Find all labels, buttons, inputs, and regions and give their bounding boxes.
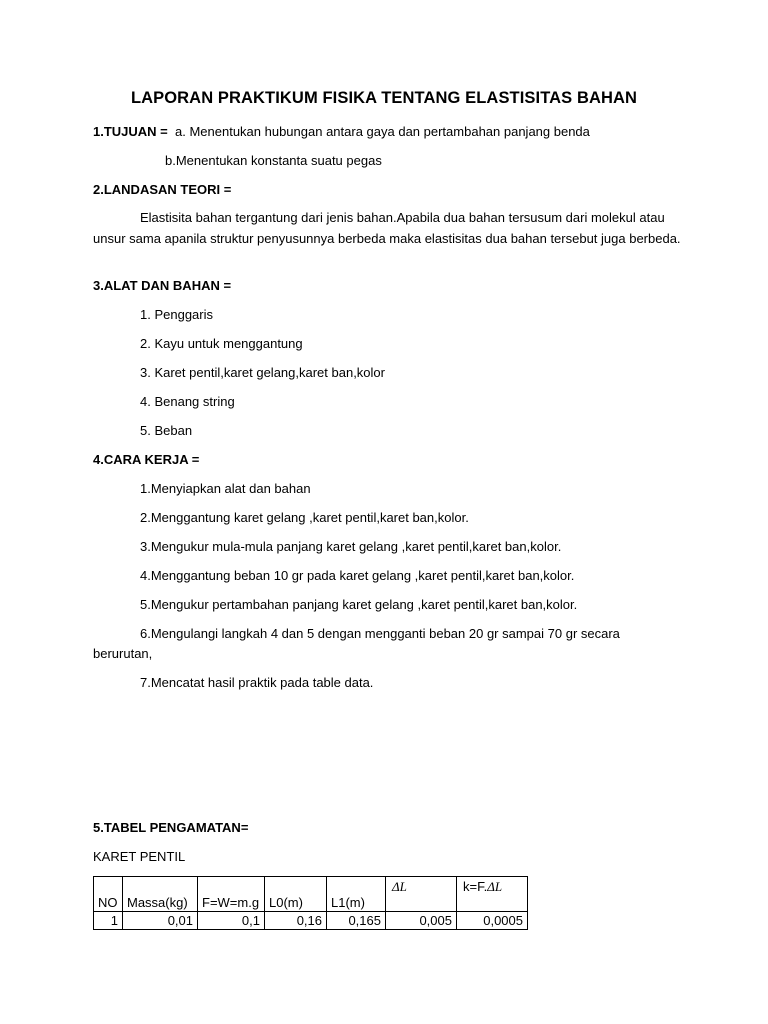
tujuan-a: a. Menentukan hubungan antara gaya dan pertambahan panjang benda — [175, 124, 590, 139]
table-cell: 0,005 — [386, 912, 457, 930]
alat-item: 4. Benang string — [140, 394, 235, 409]
alat-item: 2. Kayu untuk menggantung — [140, 336, 303, 351]
alat-label: 3.ALAT DAN BAHAN = — [93, 278, 232, 293]
header-cell-k — [457, 877, 528, 912]
header-cell-delta-l — [386, 877, 457, 912]
alat-item: 1. Penggaris — [140, 307, 213, 322]
header-cell: NO — [94, 877, 123, 912]
cara-step: 4.Menggantung beban 10 gr pada karet gelang ,karet pentil,karet ban,kolor. — [140, 568, 575, 583]
table-cell: 1 — [94, 912, 123, 930]
alat-item: 3. Karet pentil,karet gelang,karet ban,kolor — [140, 365, 385, 380]
tabel-subtitle: KARET PENTIL — [93, 849, 186, 864]
tujuan-b: b.Menentukan konstanta suatu pegas — [165, 153, 382, 168]
tujuan-label: 1.TUJUAN = — [93, 124, 168, 139]
cara-step: 5.Mengukur pertambahan panjang karet gelang ,karet pentil,karet ban,kolor. — [140, 597, 578, 612]
cara-step: 2.Menggantung karet gelang ,karet pentil,karet ban,kolor. — [140, 510, 469, 525]
alat-item: 5. Beban — [140, 423, 193, 438]
header-cell: Massa(kg) — [123, 877, 198, 912]
cara-step-continuation: berurutan, — [93, 646, 153, 661]
landasan-label: 2.LANDASAN TEORI = — [93, 182, 232, 197]
cara-step: 7.Mencatat hasil praktik pada table data. — [140, 675, 374, 690]
header-cell: F=W=m.g — [198, 877, 265, 912]
table-cell: 0,16 — [265, 912, 327, 930]
delta-l-symbol: ΔL — [392, 879, 407, 894]
header-cell: L0(m) — [265, 877, 327, 912]
landasan-text: Elastisita bahan tergantung dari jenis bahan.Apabila dua bahan tersusum dari molekul atau unsur sama apanila struktur penyusunnya berbeda maka elastisitas dua bahan tersebut juga berbeda. — [93, 210, 681, 246]
k-formula-prefix: k=F. — [463, 879, 488, 894]
table-header-row — [94, 877, 528, 912]
header-cell: L1(m) — [327, 877, 386, 912]
tabel-label: 5.TABEL PENGAMATAN= — [93, 820, 249, 835]
cara-step: 3.Mengukur mula-mula panjang karet gelang ,karet pentil,karet ban,kolor. — [140, 539, 562, 554]
table-cell: 0,1 — [198, 912, 265, 930]
table-cell: 0,0005 — [457, 912, 528, 930]
cara-label: 4.CARA KERJA = — [93, 452, 200, 467]
page-title: LAPORAN PRAKTIKUM FISIKA TENTANG ELASTISITAS BAHAN — [130, 89, 638, 107]
observation-table — [93, 876, 528, 930]
landasan-paragraph — [93, 208, 683, 249]
k-formula-delta-l: ΔL — [487, 879, 503, 894]
cara-step: 6.Mengulangi langkah 4 dan 5 dengan mengganti beban 20 gr sampai 70 gr secara — [140, 626, 620, 641]
cara-step: 1.Menyiapkan alat dan bahan — [140, 481, 311, 496]
table-cell: 0,165 — [327, 912, 386, 930]
table-row — [94, 912, 528, 930]
table-cell: 0,01 — [123, 912, 198, 930]
